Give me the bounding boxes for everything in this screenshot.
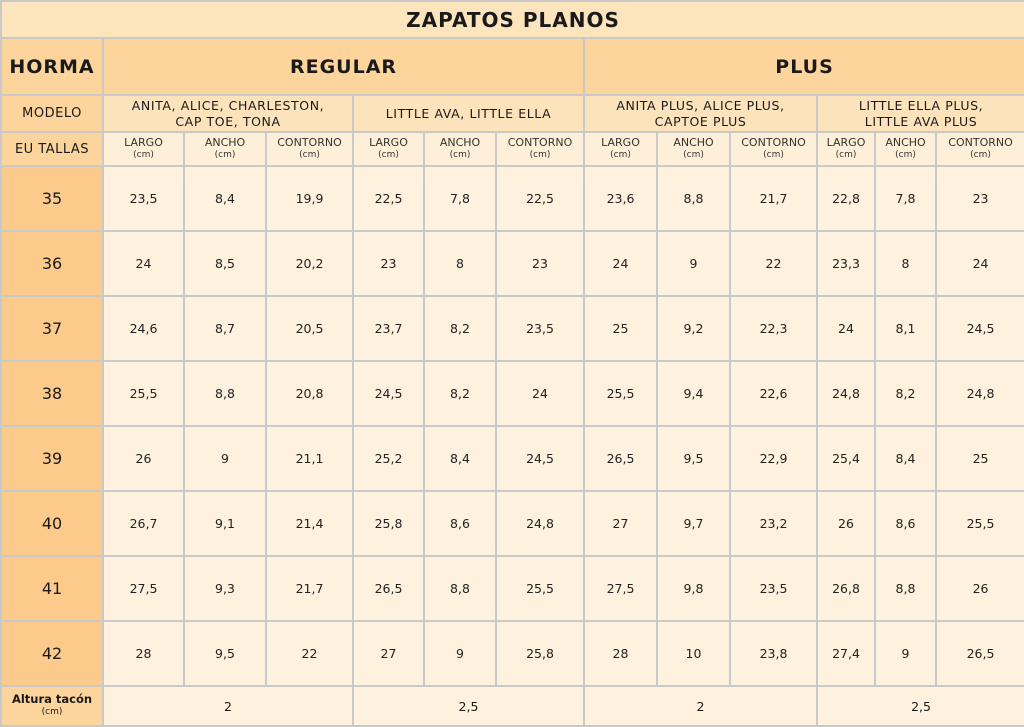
measure-unit: (cm) [763, 150, 784, 160]
table-cell: 23,5 [730, 556, 817, 621]
size-label: 42 [1, 621, 103, 686]
modelo-label: MODELO [1, 95, 103, 132]
table-cell: 23,7 [353, 296, 424, 361]
table-cell: 22,5 [353, 166, 424, 231]
table-cell: 9,3 [184, 556, 266, 621]
heel-value: 2 [584, 686, 817, 726]
table-cell: 8,8 [875, 556, 936, 621]
table-cell: 25,5 [936, 491, 1024, 556]
measure-header [936, 132, 1024, 166]
table-cell: 8,7 [184, 296, 266, 361]
table-cell: 10 [657, 621, 730, 686]
measure-name: LARGO [124, 136, 163, 149]
model-group-2 [353, 95, 584, 132]
model-group-4 [817, 95, 1024, 132]
measure-unit: (cm) [529, 150, 551, 160]
table-cell: 24,5 [353, 361, 424, 426]
table-cell: 28 [584, 621, 657, 686]
table-cell: 25,5 [103, 361, 184, 426]
measure-unit: (cm) [835, 150, 857, 160]
table-cell: 24,8 [817, 361, 875, 426]
table-row [1, 231, 1024, 296]
model-line: LITTLE ELLA PLUS, [858, 97, 984, 113]
heel-label [1, 686, 103, 726]
table-cell: 8,4 [184, 166, 266, 231]
measure-unit: (cm) [299, 150, 320, 160]
table-cell: 8,8 [657, 166, 730, 231]
table-cell: 23 [936, 166, 1024, 231]
table-cell: 8,5 [184, 231, 266, 296]
table-cell: 8,4 [875, 426, 936, 491]
table-cell: 24,6 [103, 296, 184, 361]
table-row [1, 621, 1024, 686]
group-header-regular: REGULAR [103, 38, 584, 95]
table-cell: 9,7 [657, 491, 730, 556]
measure-header [103, 132, 184, 166]
table-cell: 22 [730, 231, 817, 296]
table-cell: 26,7 [103, 491, 184, 556]
table-cell: 23 [353, 231, 424, 296]
size-label: 37 [1, 296, 103, 361]
table-cell: 24 [496, 361, 584, 426]
measure-header [584, 132, 657, 166]
model-group-3 [584, 95, 817, 132]
table-cell: 22,5 [496, 166, 584, 231]
table-cell: 8,6 [424, 491, 496, 556]
table-cell: 25,2 [353, 426, 424, 491]
horma-row [1, 38, 1024, 95]
tallas-label: EU TALLAS [1, 132, 103, 166]
table-cell: 20,5 [266, 296, 353, 361]
table-cell: 21,7 [266, 556, 353, 621]
page-title: ZAPATOS PLANOS [1, 1, 1024, 38]
table-cell: 8,2 [875, 361, 936, 426]
table-cell: 22,9 [730, 426, 817, 491]
table-cell: 25,8 [353, 491, 424, 556]
table-cell: 21,7 [730, 166, 817, 231]
table-cell: 8 [424, 231, 496, 296]
table-cell: 22 [266, 621, 353, 686]
table-cell: 9 [657, 231, 730, 296]
measure-name: LARGO [601, 136, 640, 149]
size-label: 40 [1, 491, 103, 556]
table-row [1, 491, 1024, 556]
measure-unit: (cm) [378, 150, 399, 160]
table-cell: 8,8 [424, 556, 496, 621]
horma-label: HORMA [1, 38, 103, 95]
measure-name: CONTORNO [741, 136, 806, 149]
model-line: CAP TOE, TONA [175, 113, 281, 129]
table-row [1, 426, 1024, 491]
table-row [1, 556, 1024, 621]
table-cell: 23,5 [496, 296, 584, 361]
table-cell: 26 [103, 426, 184, 491]
table-cell: 23,2 [730, 491, 817, 556]
measure-header-row [1, 132, 1024, 166]
table-cell: 9 [424, 621, 496, 686]
table-cell: 9,8 [657, 556, 730, 621]
measure-name: CONTORNO [277, 136, 342, 149]
table-cell: 7,8 [875, 166, 936, 231]
measure-name: CONTORNO [948, 136, 1013, 149]
measure-header [875, 132, 936, 166]
table-cell: 9,1 [184, 491, 266, 556]
table-cell: 22,3 [730, 296, 817, 361]
model-line: ANITA PLUS, ALICE PLUS, [616, 97, 785, 113]
table-cell: 25 [936, 426, 1024, 491]
table-cell: 24,5 [936, 296, 1024, 361]
table-cell: 7,8 [424, 166, 496, 231]
measure-header [353, 132, 424, 166]
measure-unit: (cm) [214, 150, 236, 160]
table-cell: 24,8 [496, 491, 584, 556]
table-cell: 25,5 [584, 361, 657, 426]
table-cell: 26,5 [353, 556, 424, 621]
table-row [1, 296, 1024, 361]
size-label: 36 [1, 231, 103, 296]
heel-value: 2,5 [353, 686, 584, 726]
table-cell: 25,5 [496, 556, 584, 621]
table-cell: 9,5 [184, 621, 266, 686]
table-cell: 26,5 [936, 621, 1024, 686]
table-cell: 23,6 [584, 166, 657, 231]
table-cell: 26 [936, 556, 1024, 621]
model-line: ANITA, ALICE, CHARLESTON, [131, 97, 325, 113]
table-cell: 22,8 [817, 166, 875, 231]
heel-label-text: Altura tacón [11, 692, 93, 706]
title-row [1, 1, 1024, 38]
measure-name: ANCHO [439, 136, 481, 149]
table-cell: 8,4 [424, 426, 496, 491]
size-label: 35 [1, 166, 103, 231]
measure-header [266, 132, 353, 166]
table-cell: 8,8 [184, 361, 266, 426]
measure-header [184, 132, 266, 166]
table-cell: 25 [584, 296, 657, 361]
table-cell: 24,5 [496, 426, 584, 491]
table-cell: 19,9 [266, 166, 353, 231]
measure-unit: (cm) [610, 150, 631, 160]
table-cell: 25,4 [817, 426, 875, 491]
measure-name: ANCHO [204, 136, 246, 149]
table-cell: 27 [353, 621, 424, 686]
table-cell: 24 [936, 231, 1024, 296]
table-cell: 27,4 [817, 621, 875, 686]
table-cell: 24 [584, 231, 657, 296]
table-row [1, 166, 1024, 231]
heel-unit: (cm) [41, 707, 63, 717]
table-cell: 23,3 [817, 231, 875, 296]
size-label: 38 [1, 361, 103, 426]
size-label: 41 [1, 556, 103, 621]
table-cell: 27,5 [584, 556, 657, 621]
table-cell: 8,1 [875, 296, 936, 361]
table-row [1, 361, 1024, 426]
table-cell: 23,8 [730, 621, 817, 686]
table-cell: 8,2 [424, 296, 496, 361]
measure-header [424, 132, 496, 166]
table-cell: 26,5 [584, 426, 657, 491]
measure-header [730, 132, 817, 166]
measure-unit: (cm) [970, 150, 991, 160]
table-cell: 22,6 [730, 361, 817, 426]
table-cell: 21,4 [266, 491, 353, 556]
table-cell: 9,2 [657, 296, 730, 361]
measure-name: ANCHO [673, 136, 714, 149]
measure-unit: (cm) [895, 150, 916, 160]
table-cell: 24,8 [936, 361, 1024, 426]
table-cell: 26,8 [817, 556, 875, 621]
size-label: 39 [1, 426, 103, 491]
measure-name: LARGO [826, 136, 866, 149]
measure-header [496, 132, 584, 166]
table-cell: 20,8 [266, 361, 353, 426]
table-cell: 23 [496, 231, 584, 296]
heel-value: 2,5 [817, 686, 1024, 726]
table-cell: 24 [817, 296, 875, 361]
measure-unit: (cm) [449, 150, 471, 160]
measure-name: ANCHO [885, 136, 926, 149]
table-cell: 27,5 [103, 556, 184, 621]
measure-name: LARGO [369, 136, 408, 149]
modelo-row [1, 95, 1024, 132]
measure-header [657, 132, 730, 166]
table-cell: 8,2 [424, 361, 496, 426]
table-cell: 9,5 [657, 426, 730, 491]
table-cell: 25,8 [496, 621, 584, 686]
measure-header [817, 132, 875, 166]
table-cell: 9 [184, 426, 266, 491]
table-cell: 9,4 [657, 361, 730, 426]
measure-unit: (cm) [133, 150, 154, 160]
table-cell: 28 [103, 621, 184, 686]
table-cell: 23,5 [103, 166, 184, 231]
table-cell: 8,6 [875, 491, 936, 556]
table-cell: 8 [875, 231, 936, 296]
table-cell: 9 [875, 621, 936, 686]
heel-value: 2 [103, 686, 353, 726]
measure-name: CONTORNO [507, 136, 573, 149]
table-cell: 27 [584, 491, 657, 556]
measure-unit: (cm) [683, 150, 704, 160]
model-line: CAPTOE PLUS [654, 113, 747, 129]
group-header-plus: PLUS [584, 38, 1024, 95]
model-line: LITTLE AVA PLUS [864, 113, 978, 129]
table-cell: 21,1 [266, 426, 353, 491]
table-cell: 26 [817, 491, 875, 556]
table-cell: 20,2 [266, 231, 353, 296]
table-cell: 24 [103, 231, 184, 296]
heel-row [1, 686, 1024, 726]
model-line: LITTLE AVA, LITTLE ELLA [385, 105, 552, 121]
model-group-1 [103, 95, 353, 132]
